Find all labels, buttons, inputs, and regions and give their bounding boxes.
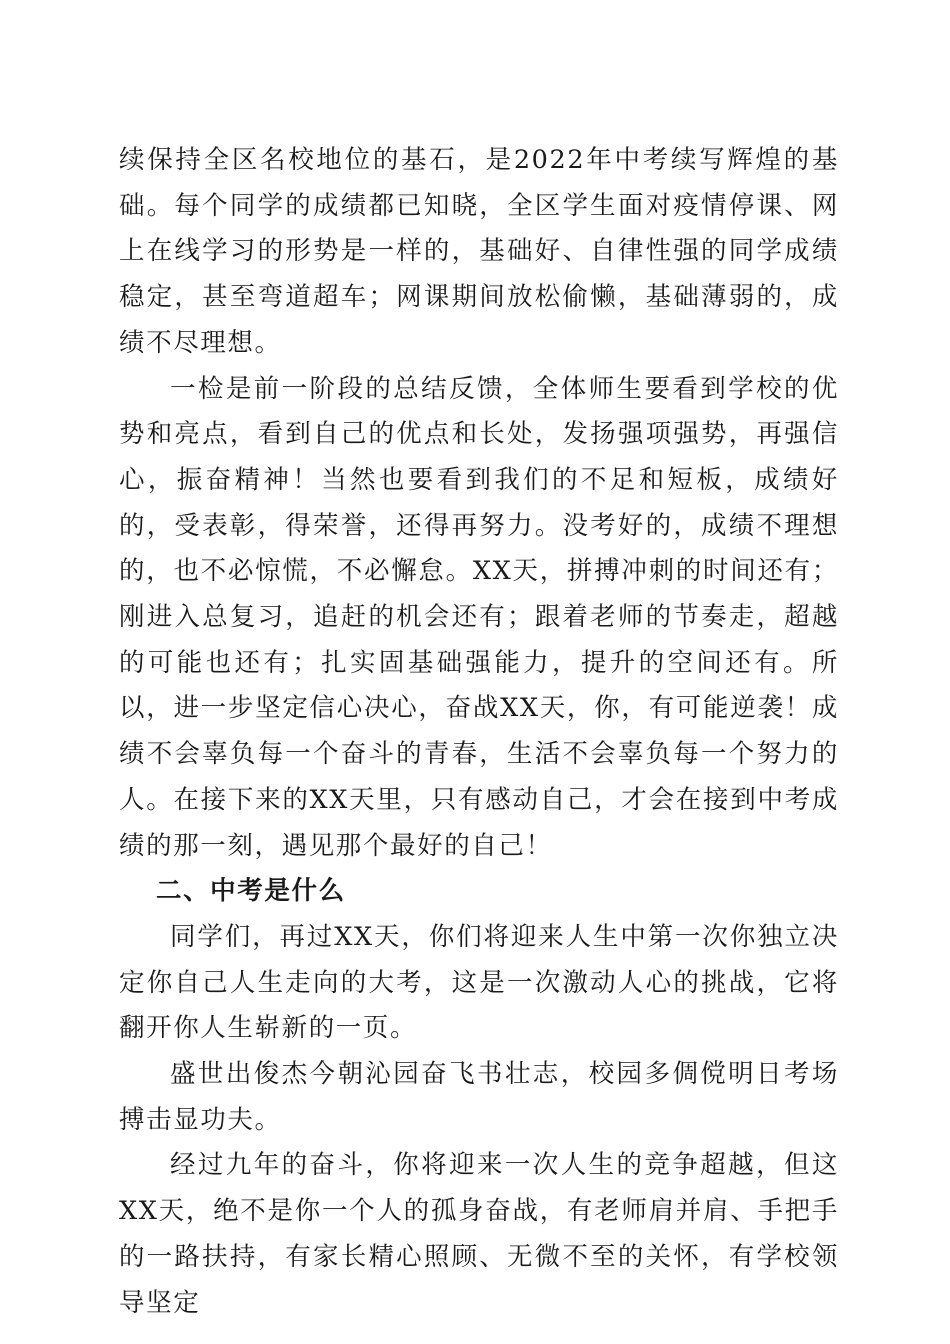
- paragraph-continuation: 续保持全区名校地位的基石，是2022年中考续写辉煌的基础。每个同学的成绩都已知晓，全区学生面对疫情停课、网上在线学习的形势是一样的，基础好、自律性强的同学成绩稳定，甚至弯道超车；网课期间放松偷懒，基础薄弱的，成绩不尽理想。: [119, 145, 839, 358]
- section-heading: 二、中考是什么: [155, 876, 346, 907]
- document-body: [119, 138, 839, 1326]
- paragraph-nine-years: 经过九年的奋斗，你将迎来一次人生的竞争超越，但这XX天，绝不是你一个人的孤身奋战，有老师肩并肩、手把手的一路扶持，有家长精心照顾、无微不至的关怀，有学校领导坚定: [119, 1150, 839, 1318]
- paragraph-students-address: 同学们，再过XX天，你们将迎来人生中第一次你独立决定你自己人生走向的大考，这是一次激动人心的挑战，它将翻开你人生崭新的一页。: [119, 921, 839, 1044]
- paragraph-first-exam-feedback: 一检是前一阶段的总结反馈，全体师生要看到学校的优势和亮点，看到自己的优点和长处，发扬强项强势，再强信心，振奋精神！当然也要看到我们的不足和短板，成绩好的，受表彰，得荣誉，还得再努力。没考好的，成绩不理想的，也不必惊慌，不必懈怠。XX天，拼搏冲刺的时间还有；刚进入总复习，追赶的机会还有；跟着老师的节奏走，超越的可能也还有；扎实固基础强能力，提升的空间还有。所以，进一步坚定信心决心，奋战XX天，你，有可能逆袭！成绩不会辜负每一个奋斗的青春，生活不会辜负每一个努力的人。在接下来的XX天里，只有感动自己，才会在接到中考成绩的那一刻，遇见那个最好的自己！: [119, 373, 839, 861]
- paragraph-couplet: 盛世出俊杰今朝沁园奋飞书壮志，校园多倜傥明日考场搏击显功夫。: [119, 1059, 839, 1135]
